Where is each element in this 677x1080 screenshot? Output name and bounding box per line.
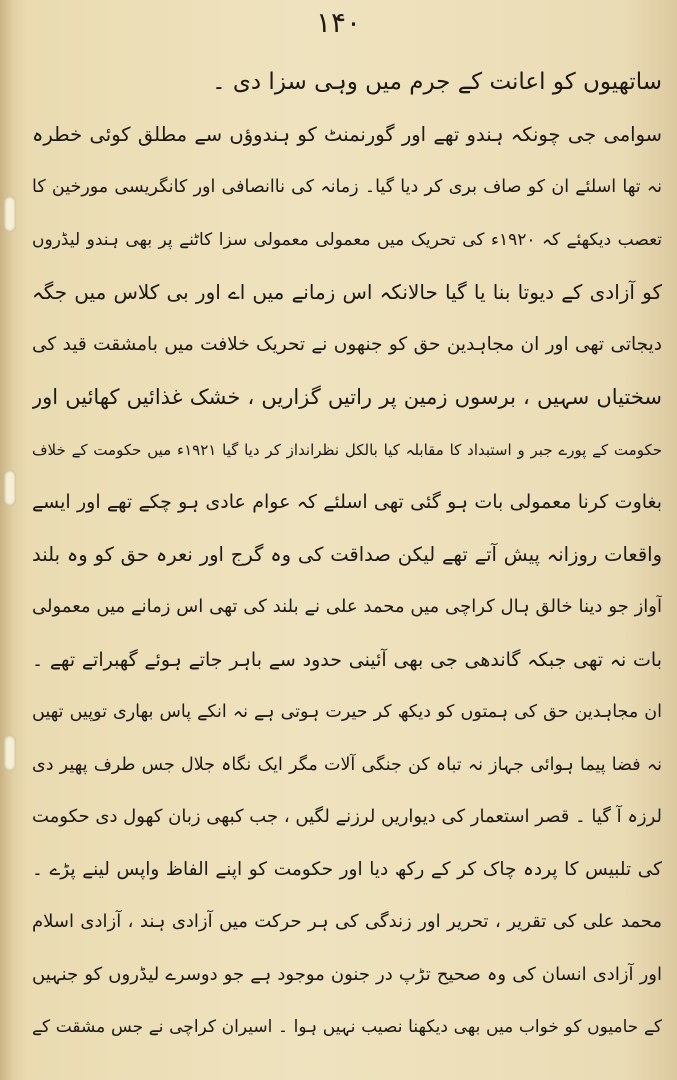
text-line: سوامی جی چونکہ ہندو تھے اور گورنمنٹ کو ہندوؤں سے مطلق کوئی خطرہ	[32, 122, 662, 146]
text-line: تعصب دیکھئے کہ ۱۹۲۰ء کی تحریک میں معمولی معمولی سزا کاٹنے پر بھی ہندو لیڈروں	[32, 229, 662, 250]
page-number: ۱۴۰	[315, 6, 362, 39]
text-line: بغاوت کرنا معمولی بات ہو گئی تھی اسلئے کہ عوام عادی ہو چکے تھے اور ایسے	[32, 491, 662, 513]
binding-edge	[0, 0, 14, 1080]
text-line: نہ فضا پیما ہوائی جہاز نہ تباہ کن جنگی آلات مگر ایک نگاہ جلال جس طرف پھیر دی	[32, 754, 662, 775]
binding-hole	[4, 470, 16, 506]
text-line: نہ تھا اسلئے ان کو صاف بری کر دیا گیا۔ زمانہ کی ناانصافی اور کانگریسی مورخین کا	[32, 177, 662, 197]
text-line: کے حامیوں کو خواب میں بھی دیکھنا نصیب نہیں ہوا ۔ اسیران کراچی نے جس مشقت کے	[32, 1017, 662, 1037]
text-line: حکومت کے پورے جبر و استبداد کا مقابلہ کیا بالکل نظرانداز کر دیا گیا ۱۹۲۱ء میں حکومت کے خلاف	[32, 440, 662, 459]
text-line: ان مجاہدین حق کی ہمتوں کو دیکھ کر حیرت ہوتی ہے نہ انکے پاس بھاری توپیں تھیں	[32, 702, 662, 722]
text-line: اور آزادی انسان کی وہ صحیح تڑپ در جنون موجود ہے جو دوسرے لیڈروں کو جنہیں	[32, 963, 662, 985]
text-line: محمد علی کی تقریر ، تحریر اور زندگی کی ہر حرکت میں آزادی ہند ، آزادی اسلام	[32, 911, 662, 932]
text-line: کو آزادی کے دیوتا بنا یا گیا حالانکہ اس زمانے میں اے اور بی کلاس میں جگہ	[32, 280, 662, 304]
text-line: کی تلبیس کا پردہ چاک کر کے رکھ دیا اور حکومت کو اپنے الفاظ واپس لینے پڑے ۔	[32, 858, 662, 880]
text-line: آواز جو دینا خالق ہال کراچی میں محمد علی نے بلند کی تھی اس زمانے میں معمولی	[32, 596, 662, 617]
body-text	[32, 56, 662, 1054]
text-line: ساتھیوں کو اعانت کے جرم میں وہی سزا دی ۔	[212, 69, 662, 95]
text-line: واقعات روزانہ پیش آتے تھے لیکن صداقت کی وہ گرج اور نعرہ حق کو وہ بلند	[32, 542, 662, 566]
binding-hole	[4, 735, 16, 771]
text-line: بات نہ تھی جبکہ گاندھی جی بھی آئینی حدود سے باہر جاتے ہوئے گھبراتے تھے ۔	[32, 648, 662, 671]
text-line: لرزہ آ گیا ۔ قصر استعمار کی دیواریں لرزنے لگیں ، جب کبھی زبان کھول دی حکومت	[32, 806, 662, 827]
binding-hole	[4, 196, 16, 232]
text-line: سختیاں سہیں ، برسوں زمین پر راتیں گزاریں ، خشک غذائیں کھائیں اور	[32, 385, 662, 409]
text-line: دیجاتی تھی اور ان مجاہدین حق کو جنھوں نے تحریک خلافت میں بامشقت قید کی	[32, 333, 662, 355]
